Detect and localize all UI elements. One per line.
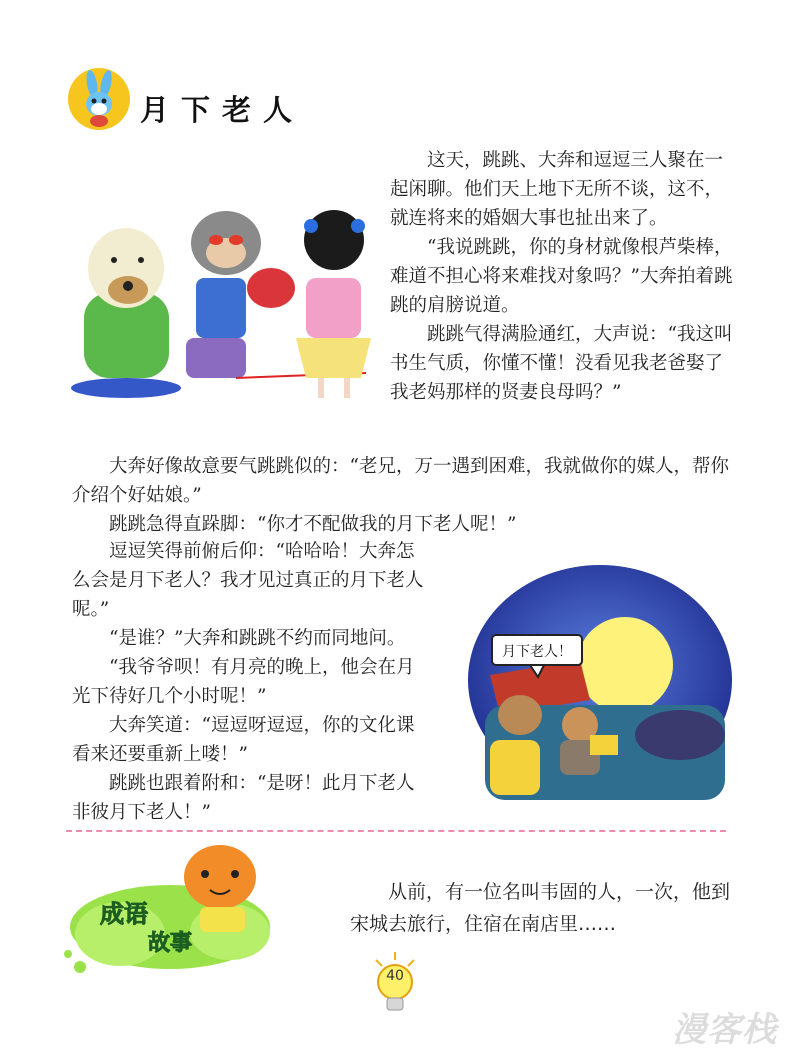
watermark: 漫客栈	[672, 1010, 777, 1050]
rabbit-logo-icon	[66, 66, 132, 132]
moonlight-grandpa-illustration	[460, 565, 735, 805]
section-divider	[66, 830, 726, 832]
speech-bubble-text: 月下老人！	[502, 644, 572, 660]
paragraph: 大奔好像故意要气跳跳似的：“老兄，万一遇到困难，我就做你的媒人，帮你介绍个好姑娘。”	[72, 456, 729, 506]
page-title: 月下老人	[140, 93, 305, 127]
intro-text-block	[390, 146, 735, 407]
paragraph: “是谁？”大奔和跳跳不约而同地问。	[109, 628, 406, 649]
paragraph: 大奔笑道：“逗逗呀逗逗，你的文化课看来还要重新上喽！”	[72, 715, 415, 765]
badge-line1: 成语	[100, 900, 148, 928]
idiom-story-badge	[60, 842, 285, 982]
full-width-text-block	[72, 452, 732, 539]
paragraph: “我爷爷呗！有月亮的晚上，他会在月光下待好几个小时呢！”	[72, 657, 415, 707]
paragraph: “我说跳跳，你的身材就像根芦柴棒，难道不担心将来难找对象吗？”大奔拍着跳跳的肩膀说道。	[390, 237, 733, 316]
paragraph: 跳跳也跟着附和：“是呀！此月下老人非彼月下老人！”	[72, 773, 415, 823]
paragraph: 跳跳气得满脸通红，大声说：“我这叫书生气质，你懂不懂！没看见我老爸娶了我老妈那样的贤妻良母吗？”	[390, 324, 733, 403]
paragraph: 逗逗笑得前俯后仰：“哈哈哈！大奔怎么会是月下老人？我才见过真正的月下老人呢。”	[72, 541, 424, 620]
dialogue-text-block	[72, 537, 432, 827]
page-number: 40	[386, 968, 404, 984]
story-teaser: 从前，有一位名叫韦固的人，一次，他到宋城去旅行，住宿在南店里……	[350, 881, 731, 935]
badge-line2: 故事	[148, 931, 193, 956]
paragraph: 跳跳急得直跺脚：“你才不配做我的月下老人呢！”	[109, 514, 517, 535]
three-friends-illustration	[66, 198, 386, 413]
paragraph: 这天，跳跳、大奔和逗逗三人聚在一起闲聊。他们天上地下无所不谈，这不，就连将来的婚姻大事也扯出来了。	[390, 150, 724, 229]
